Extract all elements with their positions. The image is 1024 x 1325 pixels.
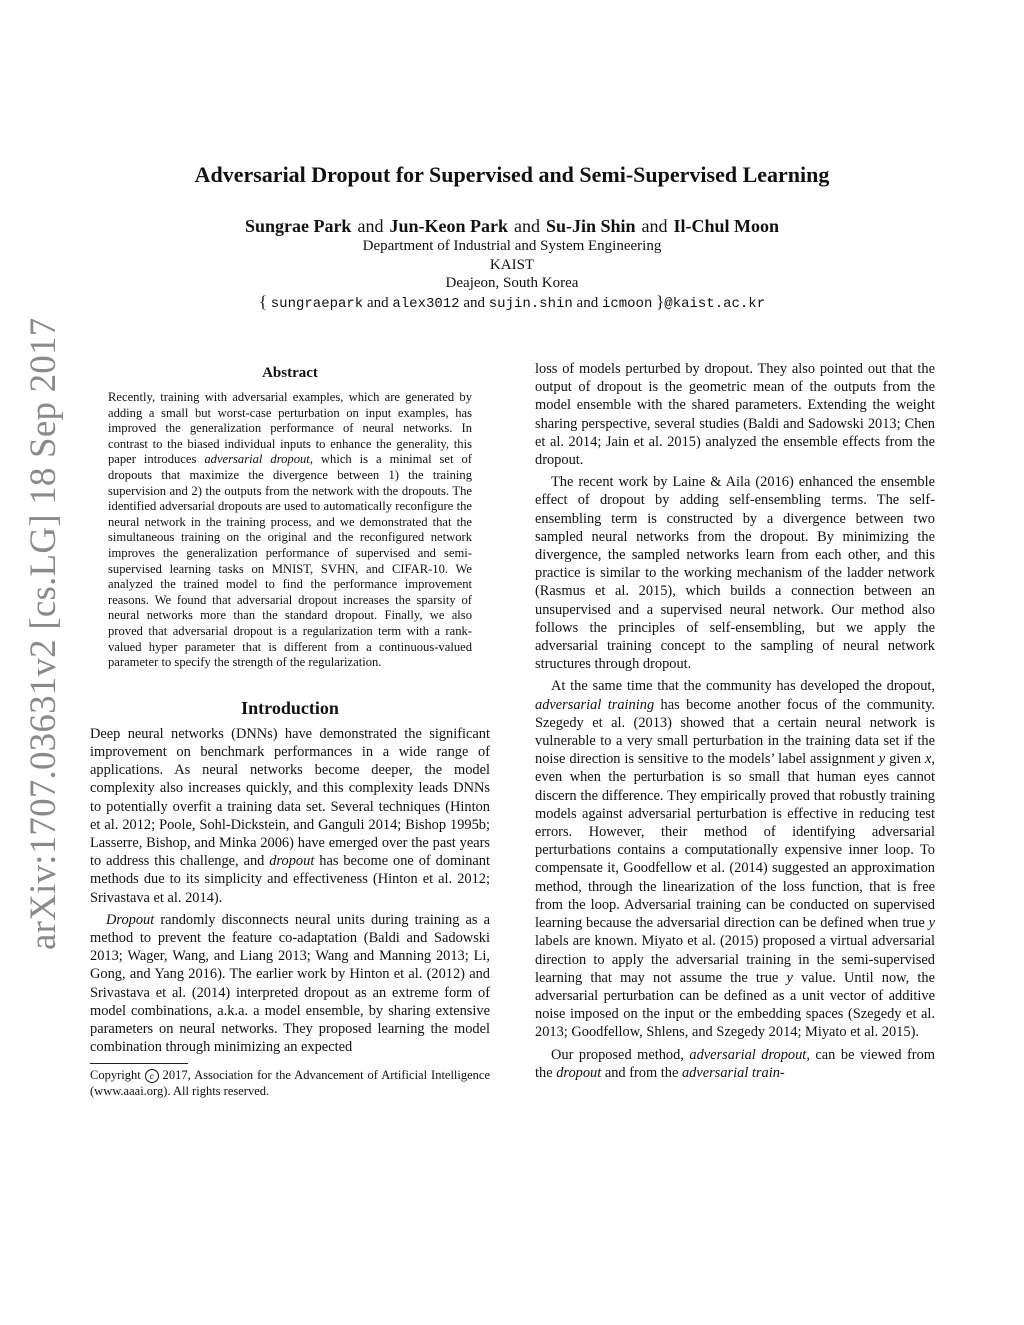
body-text: Our proposed method, (551, 1046, 690, 1063)
arxiv-stamp-text[interactable]: arXiv:1707.03631v2 [cs.LG] 18 Sep 2017 (23, 317, 64, 950)
intro-emphasis: dropout (269, 853, 315, 870)
email-close-brace: } (656, 292, 665, 311)
right-column (535, 360, 935, 1082)
intro-paragraph-2 (90, 911, 490, 1057)
copyright-prefix: Copyright (90, 1068, 141, 1083)
affiliation-institution: KAIST (489, 257, 535, 273)
right-paragraph-3 (535, 677, 935, 1041)
email-user[interactable]: sungraepark (270, 296, 364, 312)
copyright-icon: c (145, 1069, 159, 1083)
intro-text: randomly disconnects neural units during training as a method to prevent the feature co-adaptation (Baldi and Sadowski 2013; Wager, Wang, and Liang 2013; Wang and Manning 2013; Li, Gong, and Yang 2016). The earlier work by Hinton et al. (2012) and Srivastava et al. (2014) interpreted dropout as an extreme form of model combinations, a.k.a. a model ensemble, by sharing extensive parameters on neural networks. They proposed learning the model combination through minimizing an expected (90, 911, 490, 1056)
math-variable: y (786, 969, 793, 986)
footnote-rule (90, 1063, 188, 1064)
intro-paragraph-1 (90, 725, 490, 907)
intro-text: has become one of dominant methods due to its simplicity and effectiveness (Hinton et al. 2012; Srivastava et al. 2014). (90, 853, 491, 906)
author-emails (100, 292, 924, 314)
right-paragraph-4 (535, 1046, 935, 1082)
copyright-text: 2017, Association for the Advancement of Artificial Intelligence (www.aaai.org). All rights reserved. (90, 1068, 491, 1098)
author-list (100, 214, 924, 238)
body-text: At the same time that the community has developed the dropout, (551, 678, 935, 695)
affiliation-location: Deajeon, South Korea (445, 275, 579, 291)
intro-emphasis: Dropout (106, 911, 155, 928)
left-column (90, 360, 490, 1099)
math-variable: y (878, 751, 886, 768)
body-text: , even when the perturbation is so small that human eyes cannot discern the difference. They empirically proved that robustly training models against adversarial perturbation is effective in reducing test errors. However, their method of identifying adversarial perturbations contains a computationally expensive inner loop. To compensate it, Goodfellow et al. (2014) suggested an approximation method, through the linearization of the loss function, that is free from the loop. Adversarial training can be conducted on supervised learning because the adversarial direction can be defined when true (535, 751, 935, 932)
abstract-heading: Abstract (262, 365, 318, 381)
body-emphasis: dropout (556, 1064, 602, 1081)
arxiv-stamp (14, 317, 74, 950)
math-variable: x (925, 751, 932, 768)
email-user[interactable]: icmoon (601, 296, 653, 312)
abstract-body (108, 390, 472, 671)
email-user[interactable]: alex3012 (392, 296, 460, 312)
right-paragraph-1: loss of models perturbed by dropout. They also pointed out that the output of dropout is the geometric mean of the outputs from the model ensemble with the shared parameters. Extending the weight sharing perspective, several studies (Baldi and Sadowski 2013; Chen et al. 2014; Jain et al. 2015) analyzed the ensemble effects from the dropout. (535, 361, 935, 469)
body-emphasis: adversarial train- (681, 1064, 785, 1081)
body-text: has become another focus of the community. Szegedy et al. (2013) showed that a certain neural network is vulnerable to a very small perturbation in the training data set if the noise direction is sensitive to the models’ label assignment (535, 696, 936, 768)
right-paragraph-2: The recent work by Laine & Aila (2016) enhanced the ensemble effect of dropout by adding self-ensembling terms. The self-ensembling term is constructed by a divergence between two sampled neural networks from the dropout. By minimizing the divergence, the sampled networks learn from each other, and this practice is similar to the working mechanism of the ladder network (Rasmus et al. 2015), which builds a connection between an unsupervised and a supervised neural network. Our method also follows the principles of self-ensembling, but we apply the adversarial training concept to the sampling of neural network structures through dropout. (535, 474, 935, 673)
email-domain[interactable]: @kaist.ac.kr (664, 296, 766, 312)
body-emphasis: adversarial dropout (689, 1046, 807, 1063)
author-name: Su-Jin Shin (545, 216, 636, 236)
author-separator: and (641, 216, 668, 236)
math-variable: y (928, 915, 935, 932)
abstract-emphasis: adversarial dropout (204, 452, 310, 467)
author-name: Jun-Keon Park (389, 216, 508, 236)
author-separator: and (513, 216, 540, 236)
email-separator: and (463, 295, 486, 311)
paper-title: Adversarial Dropout for Supervised and Semi-Supervised Learning (194, 162, 830, 187)
copyright-notice (90, 1068, 490, 1099)
affiliation-department: Department of Industrial and System Engineering (362, 238, 662, 254)
introduction-heading: Introduction (241, 697, 339, 718)
author-name: Sungrae Park (244, 216, 352, 236)
email-user[interactable]: sujin.shin (488, 296, 573, 312)
body-text: and from the (601, 1064, 682, 1081)
body-emphasis: adversarial training (535, 696, 655, 713)
author-separator: and (357, 216, 384, 236)
body-text: labels are known. Miyato et al. (2015) proposed a virtual adversarial direction to apply the adversarial training in the semi-supervised learning that may not assume the true (535, 933, 935, 986)
intro-text: Deep neural networks (DNNs) have demonstrated the significant improvement on benchmark performances in a wide range of applications. As neural networks become deeper, the model complexity also increases quickly, and this complexity leads DNNs to potentially overfit a training data set. Several techniques (Hinton et al. 2012; Poole, Sohl-Dickstein, and Ganguli 2014; Bishop 1995b; Lasserre, Bishop, and Minka 2006) have emerged over the past years to address this challenge, and (90, 725, 490, 870)
email-open-brace: { (258, 292, 268, 311)
abstract-text: Recently, training with adversarial examples, which are generated by adding a small but worst-case perturbation on input examples, has improved the generalization performance of neural networks. In contrast to the biased individual inputs to enhance the generality, this paper introduces (108, 390, 472, 467)
body-text: given (885, 751, 925, 768)
email-separator: and (366, 295, 389, 311)
email-separator: and (576, 295, 599, 311)
body-text: , can be viewed from the (535, 1046, 935, 1081)
abstract-text: , which is a minimal set of dropouts that maximize the divergence between 1) the training supervision and 2) the outputs from the network with the dropouts. The identified adversarial dropouts are used to automatically reconfigure the neural network in the training process, and we demonstrated that the simultaneous training on the original and the reconfigured network improves the generalization performance of supervised and semi-supervised learning tasks on MNIST, SVHN, and CIFAR-10. We analyzed the trained model to find the performance improvement reasons. We found that adversarial dropout increases the sparsity of neural networks more than the standard dropout. Finally, we also proved that adversarial dropout is a regularization term with a rank-valued hyper parameter that is different from a continuous-valued parameter to specify the strength of the regularization. (108, 452, 472, 670)
author-name: Il-Chul Moon (673, 216, 780, 236)
body-text: value. Until now, the adversarial perturbation can be defined as a unit vector of additive noise imposed on the input or the embedding spaces (Szegedy et al. 2013; Goodfellow, Shlens, and Szegedy 2014; Miyato et al. 2015). (535, 969, 935, 1041)
